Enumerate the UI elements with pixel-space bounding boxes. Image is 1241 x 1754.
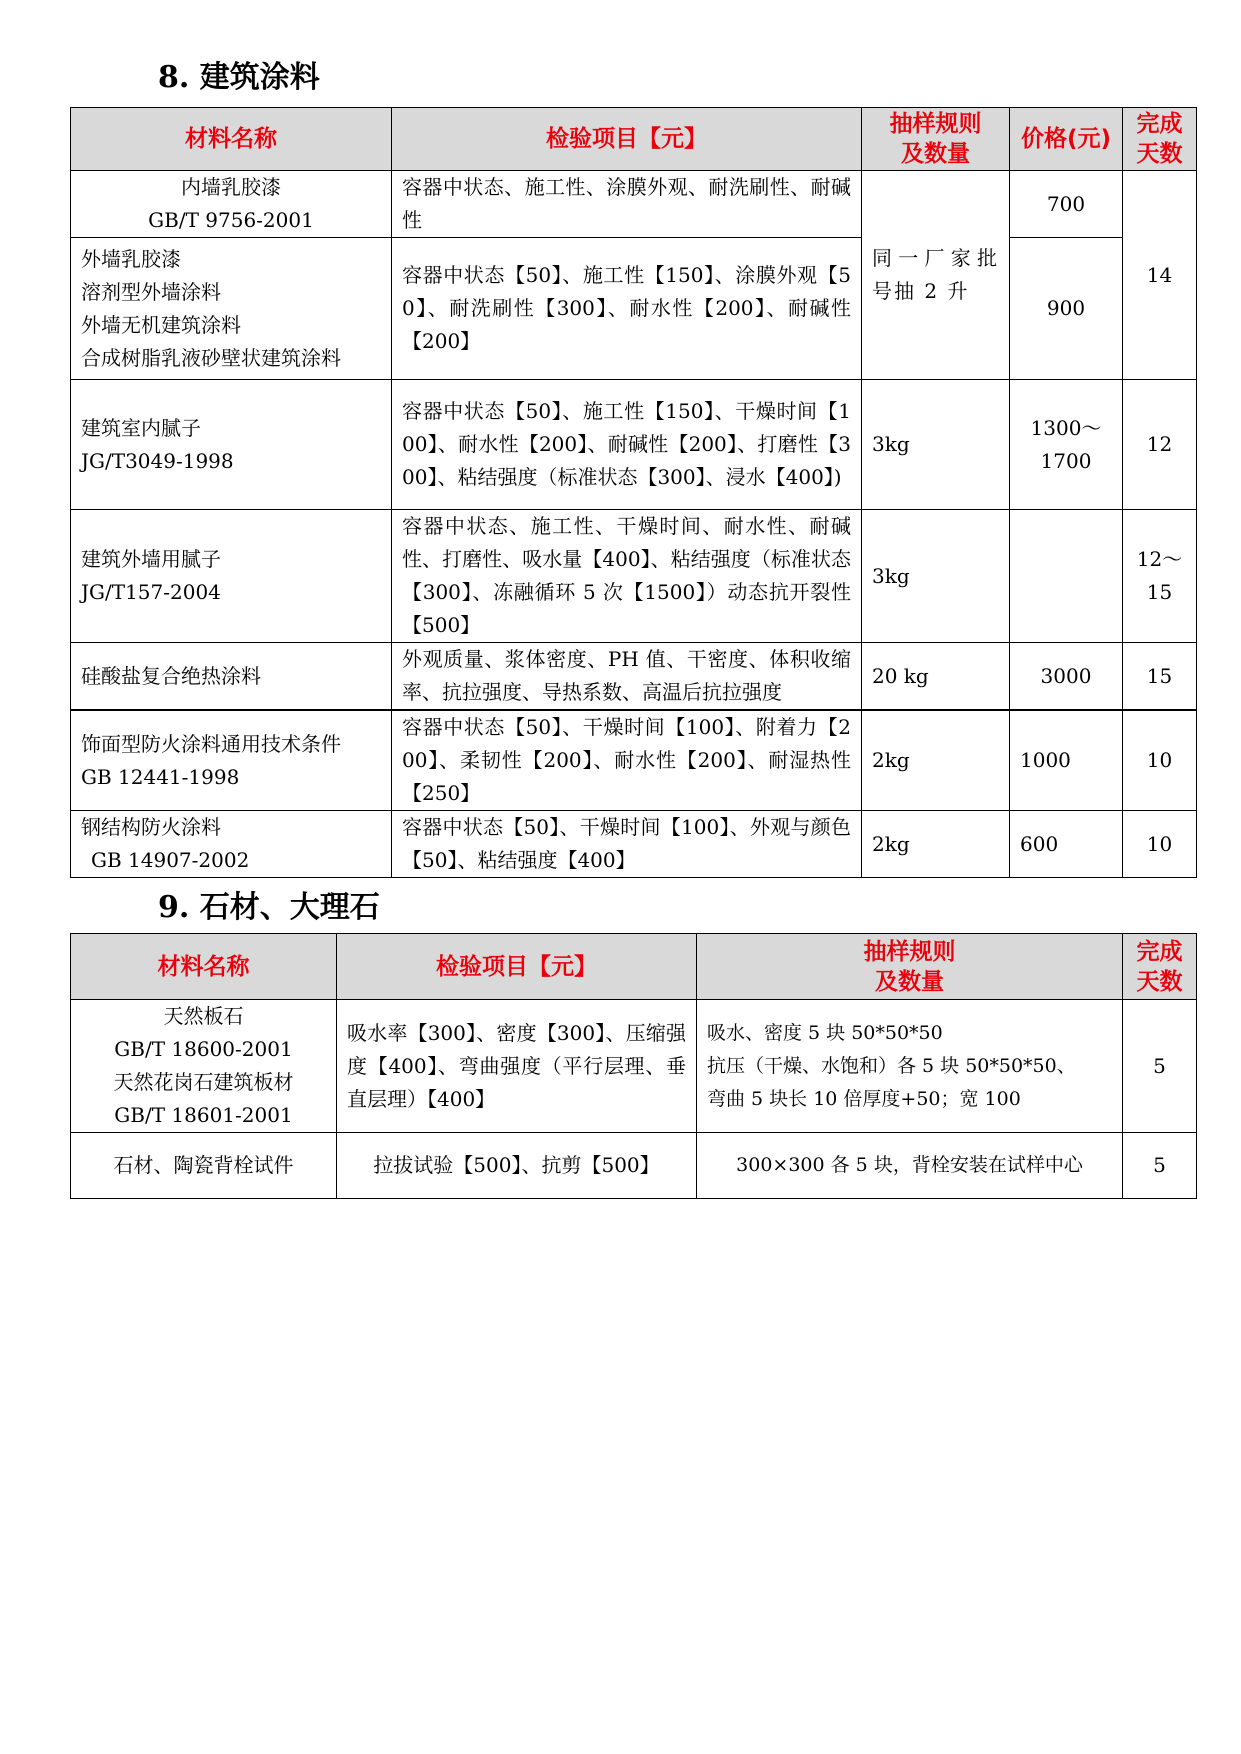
header-sampling: 抽样规则 及数量 <box>862 108 1010 171</box>
sampling-rule: 同一厂家批号抽 2 升 <box>862 171 1010 380</box>
table-row <box>71 510 1197 643</box>
header-test-items: 检验项目【元】 <box>392 108 862 171</box>
days: 5 <box>1123 1000 1197 1133</box>
test-items: 吸水率【300】、密度【300】、压缩强度【400】、弯曲强度（平行层理、垂直层理）【400】 <box>337 1000 697 1133</box>
stone-table <box>70 933 1197 1199</box>
test-items: 容器中状态、施工性、涂膜外观、耐洗刷性、耐碱性 <box>392 171 862 238</box>
table-row <box>71 1000 1197 1133</box>
table-row <box>71 380 1197 510</box>
price: 1300～ 1700 <box>1010 380 1123 510</box>
test-items: 拉拔试验【500】、抗剪【500】 <box>337 1133 697 1199</box>
table-row <box>71 643 1197 711</box>
header-days: 完成 天数 <box>1123 934 1197 1000</box>
table-row <box>71 171 1197 238</box>
price <box>1010 510 1123 643</box>
test-items: 外观质量、浆体密度、PH 值、干密度、体积收缩率、抗拉强度、导热系数、高温后抗拉强度 <box>392 643 862 711</box>
days: 10 <box>1123 710 1197 811</box>
table-header-row <box>71 108 1197 171</box>
days: 12 <box>1123 380 1197 510</box>
table-row <box>71 1133 1197 1199</box>
header-price: 价格(元) <box>1010 108 1123 171</box>
sampling-rule: 2kg <box>862 811 1010 878</box>
table-header-row <box>71 934 1197 1000</box>
table-row <box>71 811 1197 878</box>
price: 600 <box>1010 811 1123 878</box>
days: 14 <box>1123 171 1197 380</box>
material-name: 钢结构防火涂料 GB 14907-2002 <box>71 811 392 878</box>
price: 700 <box>1010 171 1123 238</box>
table-row <box>71 710 1197 811</box>
sampling-rule: 3kg <box>862 380 1010 510</box>
price: 3000 <box>1010 643 1123 711</box>
header-days: 完成 天数 <box>1123 108 1197 171</box>
material-name: 内墙乳胶漆 GB/T 9756-2001 <box>71 171 392 238</box>
sampling-rule: 2kg <box>862 710 1010 811</box>
material-name: 建筑室内腻子 JG/T3049-1998 <box>71 380 392 510</box>
price: 900 <box>1010 238 1123 380</box>
days: 10 <box>1123 811 1197 878</box>
price: 1000 <box>1010 710 1123 811</box>
material-name: 石材、陶瓷背栓试件 <box>71 1133 337 1199</box>
header-material-name: 材料名称 <box>71 108 392 171</box>
material-name: 硅酸盐复合绝热涂料 <box>71 643 392 711</box>
sampling-rule: 吸水、密度 5 块 50*50*50 抗压（干燥、水饱和）各 5 块 50*50*50、 弯曲 5 块长 10 倍厚度+50；宽 100 <box>697 1000 1123 1133</box>
header-material-name: 材料名称 <box>71 934 337 1000</box>
header-test-items: 检验项目【元】 <box>337 934 697 1000</box>
days: 15 <box>1123 643 1197 711</box>
sampling-rule: 300×300 各 5 块，背栓安装在试样中心 <box>697 1133 1123 1199</box>
test-items: 容器中状态、施工性、干燥时间、耐水性、耐碱性、打磨性、吸水量【400】、粘结强度（标准状态【300】、冻融循环 5 次【1500】）动态抗开裂性【500】 <box>392 510 862 643</box>
test-items: 容器中状态【50】、干燥时间【100】、外观与颜色【50】、粘结强度【400】 <box>392 811 862 878</box>
material-name: 建筑外墙用腻子 JG/T157-2004 <box>71 510 392 643</box>
days: 5 <box>1123 1133 1197 1199</box>
header-sampling: 抽样规则 及数量 <box>697 934 1123 1000</box>
test-items: 容器中状态【50】、施工性【150】、干燥时间【100】、耐水性【200】、耐碱性【200】、打磨性【300】、粘结强度（标准状态【300】、浸水【400】) <box>392 380 862 510</box>
sampling-rule: 20 kg <box>862 643 1010 711</box>
test-items: 容器中状态【50】、施工性【150】、涂膜外观【50】、耐洗刷性【300】、耐水性【200】、耐碱性【200】 <box>392 238 862 380</box>
test-items: 容器中状态【50】、干燥时间【100】、附着力【200】、柔韧性【200】、耐水性【200】、耐湿热性【250】 <box>392 710 862 811</box>
section-8-title: 8. 建筑涂料 <box>158 60 320 95</box>
section-9-title: 9. 石材、大理石 <box>158 890 380 925</box>
days: 12～ 15 <box>1123 510 1197 643</box>
table-row <box>71 238 1197 380</box>
material-name: 外墙乳胶漆 溶剂型外墙涂料 外墙无机建筑涂料 合成树脂乳液砂壁状建筑涂料 <box>71 238 392 380</box>
sampling-rule: 3kg <box>862 510 1010 643</box>
material-name: 饰面型防火涂料通用技术条件 GB 12441-1998 <box>71 710 392 811</box>
material-name: 天然板石 GB/T 18600-2001 天然花岗石建筑板材 GB/T 18601-2001 <box>71 1000 337 1133</box>
coatings-table <box>70 107 1197 878</box>
